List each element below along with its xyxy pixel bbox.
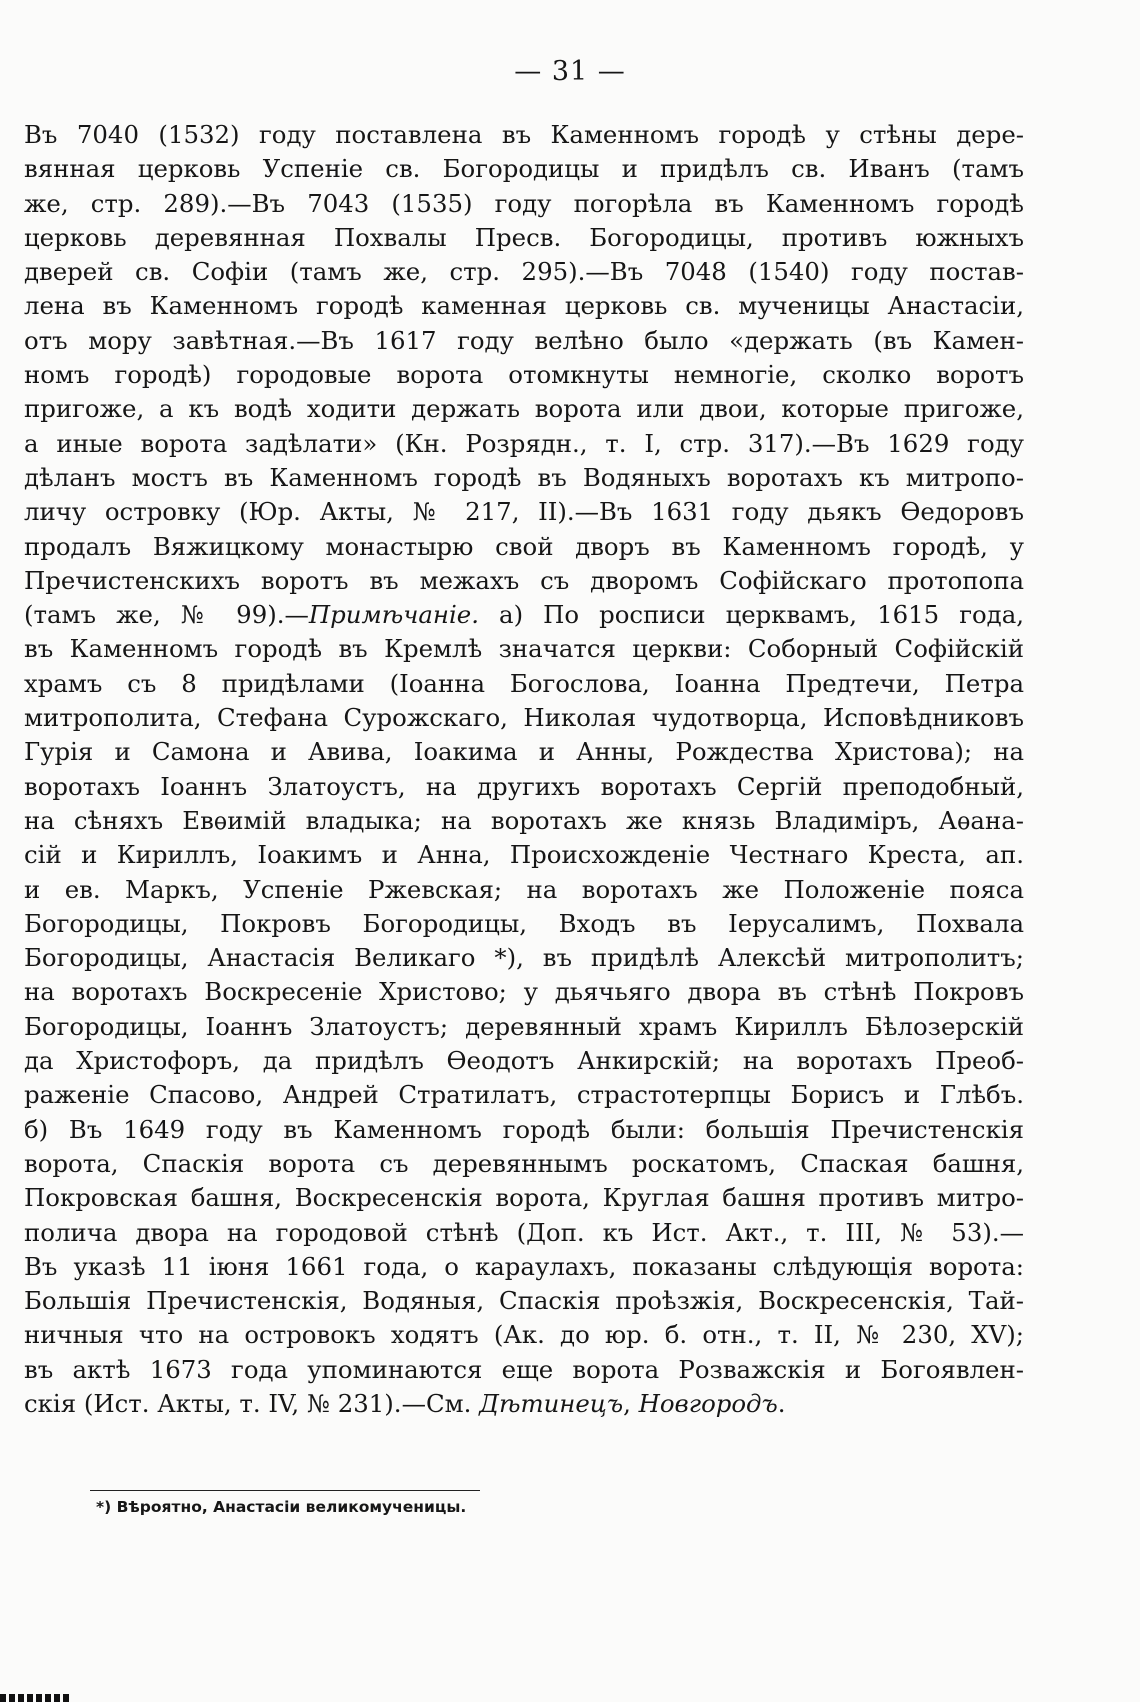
text-segment: Покровская башня, Воскресенскія ворота, Круглая башня противъ митро- — [24, 1183, 1024, 1213]
text-segment: личу островку (Юр. Акты, № 217, II).—Въ 1631 году дьякъ Ѳедоровъ — [24, 497, 1024, 527]
page-number: — 31 — — [514, 56, 626, 87]
text-segment: Въ указѣ 11 іюня 1661 года, о караулахъ, показаны слѣдующія ворота: — [24, 1251, 1024, 1281]
body-text — [24, 118, 1024, 1421]
text-segment: отъ мору завѣтная.—Въ 1617 году велѣно было «держать (въ Камен- — [24, 325, 1024, 355]
text-segment: Богородицы, Покровъ Богородицы, Входъ въ Іерусалимъ, Похвала — [24, 908, 1024, 938]
text-segment: а иные ворота задѣлати» (Кн. Розрядн., т. I, стр. 317).—Въ 1629 году — [24, 428, 1024, 458]
text-line — [24, 118, 1024, 152]
text-segment: . — [777, 1388, 786, 1418]
text-segment: дверей св. Софіи (тамъ же, стр. 295).—Въ 7048 (1540) году постав- — [24, 257, 1024, 287]
text-line — [24, 1353, 1024, 1387]
text-segment: , — [623, 1388, 639, 1418]
text-line — [24, 667, 1024, 701]
text-line — [24, 941, 1024, 975]
text-segment: полича двора на городовой стѣнѣ (Доп. къ Ист. Акт., т. III, № 53).— — [24, 1217, 1024, 1247]
text-segment: Богородицы, Іоаннъ Златоустъ; деревянный храмъ Кириллъ Бѣлозерскій — [24, 1011, 1024, 1041]
text-line — [24, 1078, 1024, 1112]
text-segment: Большія Пречистенскія, Водяныя, Спаскія проѣзжія, Воскресенскія, Тай- — [24, 1286, 1024, 1316]
text-segment: и ев. Маркъ, Успеніе Ржевская; на воротахъ же Положеніе пояса — [24, 874, 1024, 904]
text-line — [24, 1181, 1024, 1215]
text-segment: продалъ Вяжицкому монастырю свой дворъ въ Каменномъ городѣ, у — [24, 531, 1024, 561]
text-line — [24, 221, 1024, 255]
text-line — [24, 427, 1024, 461]
text-segment: воротахъ Іоаннъ Златоустъ, на другихъ воротахъ Сергій преподобный, — [24, 771, 1024, 801]
text-line — [24, 770, 1024, 804]
text-line — [24, 838, 1024, 872]
text-segment: лена въ Каменномъ городѣ каменная церковь св. мученицы Анастасіи, — [24, 291, 1024, 321]
scan-artifact — [0, 1694, 70, 1702]
text-segment: въ актѣ 1673 года упоминаются еще ворота Розважскія и Богоявлен- — [24, 1354, 1024, 1384]
text-segment: номъ городѣ) городовые ворота отомкнуты немногіе, сколко воротъ — [24, 360, 1024, 390]
text-segment: на сѣняхъ Евѳимій владыка; на воротахъ же князь Владиміръ, Аѳана- — [24, 805, 1024, 835]
text-line — [24, 152, 1024, 186]
text-segment: Гурія и Самона и Авива, Іоакима и Анны, Рождества Христова); на — [24, 737, 1024, 767]
text-line — [24, 530, 1024, 564]
text-line — [24, 495, 1024, 529]
text-line — [24, 187, 1024, 221]
text-line — [24, 632, 1024, 666]
text-line — [24, 804, 1024, 838]
text-segment: въ Каменномъ городѣ въ Кремлѣ значатся церкви: Соборный Софійскій — [24, 634, 1024, 664]
text-line — [24, 358, 1024, 392]
text-line — [24, 461, 1024, 495]
text-segment: скія (Ист. Акты, т. IV, № 231).—См. — [24, 1388, 480, 1418]
footnote: *) Вѣроятно, Анастасіи великомученицы. — [96, 1498, 467, 1516]
text-segment: Новгородъ — [638, 1388, 778, 1418]
text-line — [24, 598, 1024, 632]
text-line — [24, 324, 1024, 358]
text-line — [24, 1044, 1024, 1078]
text-segment: Примѣчаніе. — [308, 600, 479, 630]
text-segment: ворота, Спаскія ворота съ деревяннымъ роскатомъ, Спаская башня, — [24, 1148, 1024, 1178]
text-line — [24, 1113, 1024, 1147]
text-line — [24, 1147, 1024, 1181]
text-line — [24, 873, 1024, 907]
text-segment: пригоже, а къ водѣ ходити держать ворота или двои, которые пригоже, — [24, 394, 1024, 424]
text-line — [24, 907, 1024, 941]
text-line — [24, 735, 1024, 769]
text-line — [24, 289, 1024, 323]
footnote-rule — [90, 1490, 480, 1491]
text-segment: (тамъ же, № 99).— — [24, 600, 309, 630]
text-line — [24, 1010, 1024, 1044]
text-segment: б) Въ 1649 году въ Каменномъ городѣ были: большія Пречистенскія — [24, 1114, 1024, 1144]
text-line — [24, 701, 1024, 735]
text-segment: дѣланъ мостъ въ Каменномъ городѣ въ Водяныхъ воротахъ къ митропо- — [24, 462, 1024, 492]
text-segment: Богородицы, Анастасія Великаго *), въ придѣлѣ Алексѣй митрополитъ; — [24, 943, 1024, 973]
text-line — [24, 564, 1024, 598]
text-segment: митрополита, Стефана Сурожскаго, Николая чудотворца, Исповѣдниковъ — [24, 703, 1024, 733]
text-line — [24, 392, 1024, 426]
text-line — [24, 1387, 1024, 1421]
text-segment: Дѣтинецъ — [479, 1388, 624, 1418]
text-line — [24, 1318, 1024, 1352]
text-segment: вянная церковь Успеніе св. Богородицы и придѣлъ св. Иванъ (тамъ — [24, 154, 1024, 184]
text-segment: да Христофоръ, да придѣлъ Ѳеодотъ Анкирскій; на воротахъ Преоб- — [24, 1046, 1024, 1076]
text-line — [24, 975, 1024, 1009]
text-segment: же, стр. 289).—Въ 7043 (1535) году погорѣла въ Каменномъ городѣ — [24, 188, 1024, 218]
text-segment: на воротахъ Воскресеніе Христово; у дьячьяго двора въ стѣнѣ Покровъ — [24, 977, 1024, 1007]
text-segment: Пречистенскихъ воротъ въ межахъ съ дворомъ Софійскаго протопопа — [24, 565, 1024, 595]
text-line — [24, 1216, 1024, 1250]
text-segment: ничныя что на островокъ ходятъ (Ак. до юр. б. отн., т. II, № 230, XV); — [24, 1320, 1024, 1350]
text-segment: сій и Кириллъ, Іоакимъ и Анна, Происхожденіе Честнаго Креста, ап. — [24, 840, 1024, 870]
text-line — [24, 255, 1024, 289]
text-segment: храмъ съ 8 придѣлами (Іоанна Богослова, Іоанна Предтечи, Петра — [24, 668, 1024, 698]
text-segment: раженіе Спасово, Андрей Стратилатъ, страстотерпцы Борисъ и Глѣбъ. — [24, 1080, 1024, 1110]
text-line — [24, 1284, 1024, 1318]
text-segment: церковь деревянная Похвалы Пресв. Богородицы, противъ южныхъ — [24, 222, 1024, 252]
text-line — [24, 1250, 1024, 1284]
text-segment: а) По росписи церквамъ, 1615 года, — [478, 600, 1024, 630]
text-segment: Въ 7040 (1532) году поставлена въ Каменномъ городѣ у стѣны дере- — [24, 120, 1024, 149]
